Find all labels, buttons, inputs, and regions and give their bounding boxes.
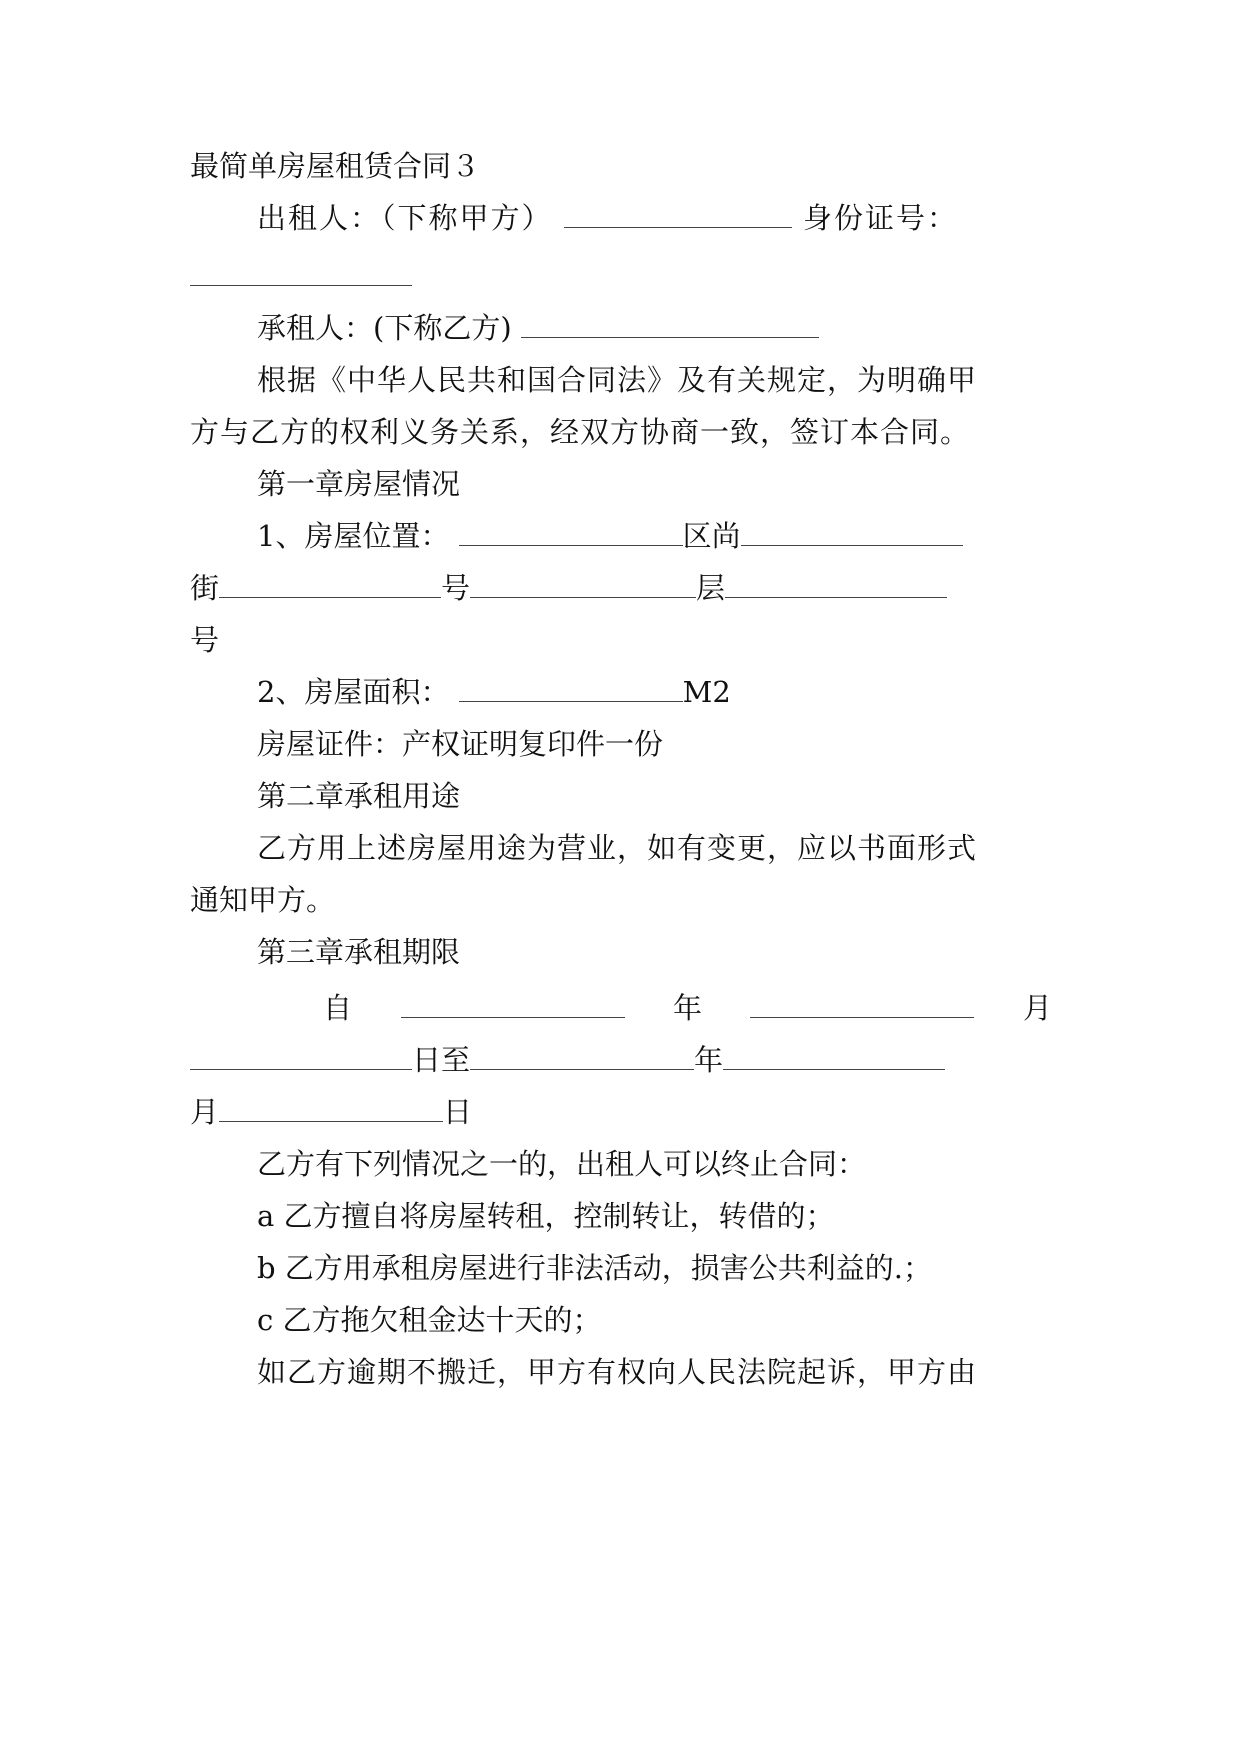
- chapter1-heading: 第一章房屋情况: [257, 467, 461, 501]
- term-blank-6: [219, 1099, 443, 1122]
- chapter3-heading: 第三章承租期限: [257, 935, 461, 969]
- location-blank-1: [459, 523, 683, 546]
- lessor-id-line: [190, 256, 1052, 296]
- location-floor: 层: [696, 571, 726, 605]
- term-year: 年: [672, 991, 702, 1025]
- termination-item-b: b 乙方用承租房屋进行非法活动，损害公共利益的.；: [257, 1251, 933, 1285]
- term-month-2: 月: [190, 1095, 220, 1129]
- term-blank-2: [750, 995, 974, 1018]
- term-day-to: 日至: [412, 1043, 471, 1077]
- term-blank-5: [723, 1047, 945, 1070]
- location-blank-4: [470, 575, 696, 598]
- term-blank-4: [470, 1047, 694, 1070]
- term-blank-1: [401, 995, 625, 1018]
- location-line-2: [190, 568, 1052, 608]
- location-line-1: [257, 516, 1052, 556]
- lessor-line: [257, 198, 1052, 238]
- location-room: 号: [190, 623, 220, 657]
- area-blank: [459, 679, 683, 702]
- lessor-id-blank: [190, 263, 412, 286]
- lessee-line: [257, 308, 1052, 348]
- term-month: 月: [1022, 991, 1052, 1025]
- location-blank-3: [219, 575, 441, 598]
- termination-item-c: c 乙方拖欠租金达十天的；: [257, 1303, 602, 1337]
- area-line: [257, 672, 1052, 712]
- document-title: 最简单房屋租赁合同３: [190, 149, 481, 183]
- lessor-name-blank: [564, 205, 792, 228]
- lessee-label: 承租人：(下称乙方): [257, 311, 512, 345]
- location-blank-2: [741, 523, 963, 546]
- termination-last-line: 如乙方逾期不搬迁，甲方有权向人民法院起诉，甲方由: [257, 1355, 978, 1389]
- lessor-label: 出租人：（下称甲方）: [257, 201, 553, 235]
- location-label: 1、房屋位置：: [257, 519, 450, 553]
- location-blank-5: [725, 575, 947, 598]
- certificate-line: 房屋证件：产权证明复印件一份: [257, 727, 664, 761]
- location-district: 区尚: [682, 519, 741, 553]
- chapter2-line-1: 乙方用上述房屋用途为营业，如有变更，应以书面形式: [257, 831, 978, 865]
- termination-item-a: a 乙方擅自将房屋转租，控制转让，转借的；: [257, 1199, 835, 1233]
- location-number: 号: [441, 571, 471, 605]
- term-line-2: [190, 1040, 1052, 1080]
- lessee-name-blank: [521, 315, 819, 338]
- term-line-1: [323, 988, 1052, 1028]
- termination-intro: 乙方有下列情况之一的，出租人可以终止合同：: [257, 1147, 867, 1181]
- chapter2-line-2: 通知甲方。: [190, 883, 336, 917]
- area-unit: M2: [682, 675, 731, 709]
- term-year-2: 年: [694, 1043, 724, 1077]
- term-day-2: 日: [443, 1095, 473, 1129]
- area-label: 2、房屋面积：: [257, 675, 450, 709]
- lessor-id-label: 身份证号：: [802, 201, 958, 235]
- location-street: 街: [190, 571, 220, 605]
- term-line-3: [190, 1092, 1052, 1132]
- term-from: 自: [323, 991, 353, 1025]
- term-blank-3: [190, 1047, 412, 1070]
- preamble-line-2: 方与乙方的权利义务关系，经双方协商一致，签订本合同。: [190, 415, 971, 449]
- chapter2-heading: 第二章承租用途: [257, 779, 461, 813]
- preamble-line-1: 根据《中华人民共和国合同法》及有关规定，为明确甲: [257, 363, 978, 397]
